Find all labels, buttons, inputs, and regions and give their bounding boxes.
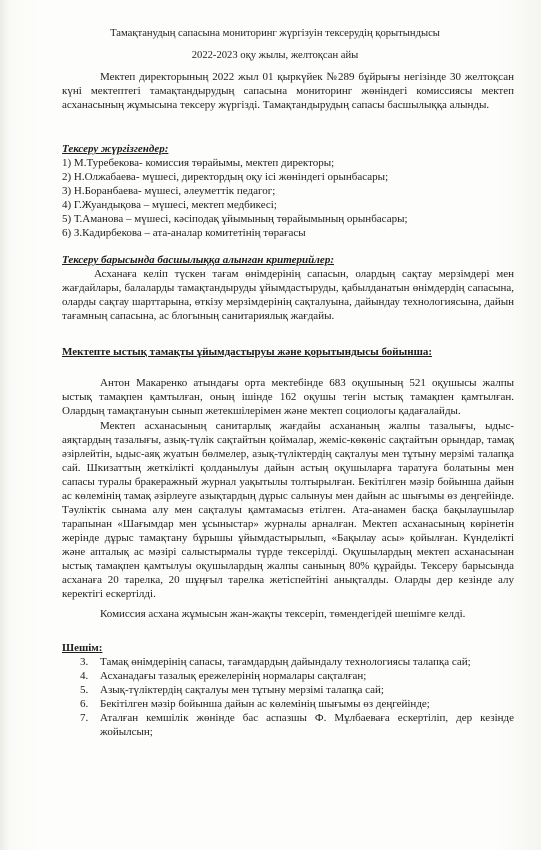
body-paragraph-1: Антон Макаренко атындағы орта мектебінде 683 оқушының 521 оқушысы жалпы ыстық тамақпен қамтылған, оның ішінде 162 оқушы тегін ыстық тамақпен қамтылған. Олардың тамақтануын сынып жетекшілерімен және мектеп социологы қадағалайды. — [62, 377, 514, 417]
decision-number: 6. — [80, 698, 89, 710]
decision-number: 4. — [80, 670, 89, 682]
document-title: Тамақтанудың сапасына мониторинг жүргізуін тексерудің қорытындысы — [110, 28, 440, 39]
members-heading: Тексеру жүргізгендер: — [62, 143, 169, 155]
member-item: 2) Н.Олжабаева- мүшесі, директордың оқу ісі жөніндегі орынбасары; — [62, 171, 389, 183]
decision-item — [80, 669, 514, 683]
decision-text: Азық-түліктердің сақталуы мен тұтыну мерзімі талапқа сай; — [100, 684, 384, 696]
decision-number: 5. — [80, 684, 89, 696]
decision-item — [80, 697, 514, 711]
document-period: 2022-2023 оқу жылы, желтоқсан айы — [191, 50, 359, 61]
member-item: 5) Т.Аманова – мүшесі, кәсіподақ ұйымының төрайымының орынбасары; — [62, 213, 408, 225]
decision-text: Тамақ өнімдерінің сапасы, тағамдардың дайындалу технологиясы талапқа сай; — [100, 656, 471, 668]
decision-text: Асханадағы тазалық ережелерінің нормалары сақталған; — [100, 670, 367, 682]
decision-number: 7. — [80, 712, 89, 724]
intro-paragraph: Мектеп директорының 2022 жыл 01 қыркүйек №289 бұйрығы негізінде 30 желтоқсан күні мектептегі тамақтандырудың сапасына мониторинг жөніндегі комиссиясы мектеп асханасының жұмысына тексеру жүргізді. Тамақтандырудың сапасы басшылыққа алынды. — [62, 71, 514, 111]
decision-list — [80, 655, 514, 739]
member-item: 1) М.Туребекова- комиссия төрайымы, мектеп директоры; — [62, 157, 335, 169]
decision-text: Аталған кемшілік жөнінде бас аспазшы Ф. Мұлбаевағa ескертіліп, дер кезінде жойылсын; — [100, 712, 514, 738]
member-item: 4) Г.Жуандықова – мүшесі, мектеп медбикесі; — [62, 199, 277, 211]
decision-heading: Шешім: — [62, 642, 103, 654]
member-item: 6) З.Кадирбекова – ата-аналар комитетінің төрағасы — [62, 227, 306, 239]
members-list — [62, 156, 514, 240]
criteria-text: Асханаға келіп түскен тағам өнімдерінің сапасын, олардың сақтау мерзімдері мен жағдайлары, балаларды тамақтандыруды ұйымдастыруды, қабылданатын өнімдердің сапасына, оларды сақтау шарттарына, өткізу мерзімдерінің сақталуына, дайындау технологиясына, дайын тағамның сапасына, ас блогының санитариялық жағдайы. — [62, 268, 514, 322]
decision-item — [80, 683, 514, 697]
criteria-section — [62, 253, 514, 323]
decision-number: 3. — [80, 656, 89, 668]
conclusion-paragraph: Комиссия асхана жұмысын жан-жақты тексеріп, төмендегідей шешімге келді. — [100, 608, 466, 620]
decision-item — [80, 655, 514, 669]
section-heading: Мектепте ыстық тамақты ұйымдастыруы және қорытындысы бойынша: — [62, 346, 433, 358]
body-paragraph-2: Мектеп асханасының санитарлық жағдайы асхананың жалпы тазалығы, ыдыс-аяқтардың тазалығы, азық-түлік сақтайтын қоймалар, жеміс-көкөніс сақтайтын орындар, тамақ әзірлейтін, ыдыс-аяқ жуатын бөлмелер, азық-түліктердің сақталуы мен тұтыну мерзімі талапқа сай. Шкизаттың жеткілікті қолданылуы дайын астың оқушыларға таратуға болатыны мен сапасы туралы бракеражный журнал уақытылы толтырылған. Бекітілген мәзір бойынша дайын ас көлемінің тамақ әзірлеуге азықтардың дұрыс салынуы мен дайын ас шығымы өз деңгейінде. Тәуліктік сынама алу мен сақталуы қамтамасыз етілген. Ата-анамен басқа бақылаушылар тарапынан «Шағымдар мен ұсыныстар» журналы арналған. Мектеп асханасының көрінетін жерінде дұрыс тамақтану бұрышы ұйымдастырылып, «Бақылау асы» қойылған. Күнделікті және апталық ас мәзірі салыстырмалы түрде тексерілді. Оқушылардың мектеп асханасынан ыстық тамақпен қамтылуы оқушылардың жалпы санының 80% құрайды. Тексеру барысында асханаға 20 тарелка, 20 шұңғыл тарелка жетіспейтіні анықталды. Оларды дер кезінде алу керектігі ескертілді. — [62, 420, 514, 600]
decision-item — [80, 711, 514, 739]
criteria-heading: Тексеру барысында басшылыққа алынған критерийлер: — [62, 254, 334, 266]
member-item: 3) Н.Боранбаева- мүшесі, әлеуметтік педагог; — [62, 185, 276, 197]
decision-text: Бекітілген мәзір бойынша дайын ас көлемінің шығымы өз деңгейінде; — [100, 698, 430, 710]
members-section — [62, 142, 514, 240]
